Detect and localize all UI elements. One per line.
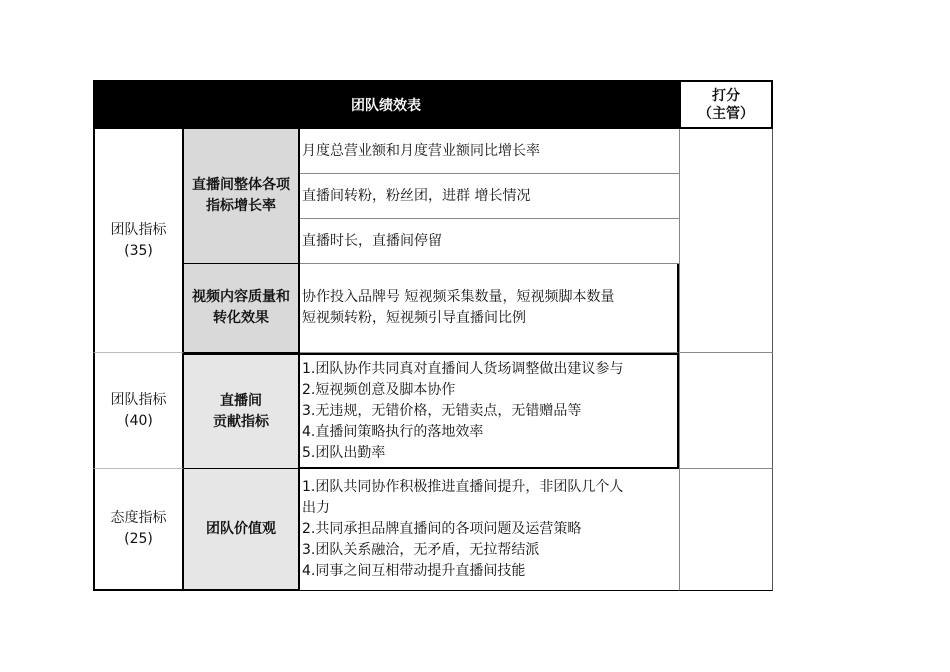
detail-line: 1.团队协作共同真对直播间人货场调整做出建议参与 [302, 360, 624, 377]
score-header-line-1: 打分 [712, 87, 740, 104]
score-cell[interactable] [679, 469, 773, 591]
subcategory-line-1: 直播间 [220, 392, 262, 409]
table-title: 团队绩效表 [93, 80, 679, 129]
detail-line: 2.短视频创意及脚本协作 [302, 381, 456, 398]
detail-cell: 直播时长，直播间停留 [300, 219, 679, 264]
detail-line: 4.直播间策略执行的落地效率 [302, 423, 484, 440]
score-header-line-2: （主管） [698, 105, 754, 122]
detail-line: 4.同事之间互相带动提升直播间技能 [302, 563, 526, 579]
detail-cell-multiline [300, 353, 679, 469]
detail-line: 3.团队关系融洽，无矛盾，无拉帮结派 [302, 542, 540, 558]
detail-line: 5.团队出勤率 [302, 444, 386, 461]
score-cell[interactable] [679, 129, 773, 353]
subcategory-line-2: 贡献指标 [213, 413, 269, 430]
category-cell-attitude-25 [93, 469, 184, 591]
subcategory-line-2: 指标增长率 [206, 198, 276, 214]
detail-line: 2.共同承担品牌直播间的各项问题及运营策略 [302, 521, 582, 537]
subcategory-line-1: 直播间整体各项 [192, 177, 290, 193]
category-weight: (25) [124, 531, 153, 547]
category-label: 团队指标 [110, 391, 167, 408]
detail-line: 协作投入品牌号 短视频采集数量，短视频脚本数量 [302, 289, 615, 305]
category-weight: (40) [124, 412, 153, 429]
score-cell[interactable] [679, 353, 773, 469]
detail-line: 3.无违规，无错价格，无错卖点，无错赠品等 [302, 402, 582, 419]
category-label: 团队指标 [110, 221, 167, 238]
subcategory-line-1: 视频内容质量和 [192, 289, 290, 305]
subcategory-cell-contribution [184, 353, 300, 469]
detail-cell-multiline [300, 264, 679, 353]
detail-line: 短视频转粉，短视频引导直播间比例 [302, 310, 526, 326]
subcategory-cell-growth [184, 129, 300, 264]
subcategory-line-1: 团队价值观 [206, 520, 276, 537]
subcategory-cell-video [184, 264, 300, 353]
detail-cell: 直播间转粉，粉丝团，进群 增长情况 [300, 174, 679, 219]
category-weight: (35) [124, 242, 153, 259]
detail-cell-multiline [300, 469, 679, 591]
category-cell-team-40 [93, 353, 184, 469]
detail-line: 出力 [302, 500, 330, 516]
performance-table [93, 80, 773, 591]
subcategory-line-2: 转化效果 [213, 310, 269, 326]
category-label: 态度指标 [110, 510, 167, 526]
subcategory-cell-values [184, 469, 300, 591]
category-cell-team-35 [93, 129, 184, 353]
detail-cell: 月度总营业额和月度营业额同比增长率 [300, 129, 679, 174]
detail-line: 1.团队共同协作积极推进直播间提升，非团队几个人 [302, 479, 624, 495]
score-column-header [679, 80, 773, 129]
